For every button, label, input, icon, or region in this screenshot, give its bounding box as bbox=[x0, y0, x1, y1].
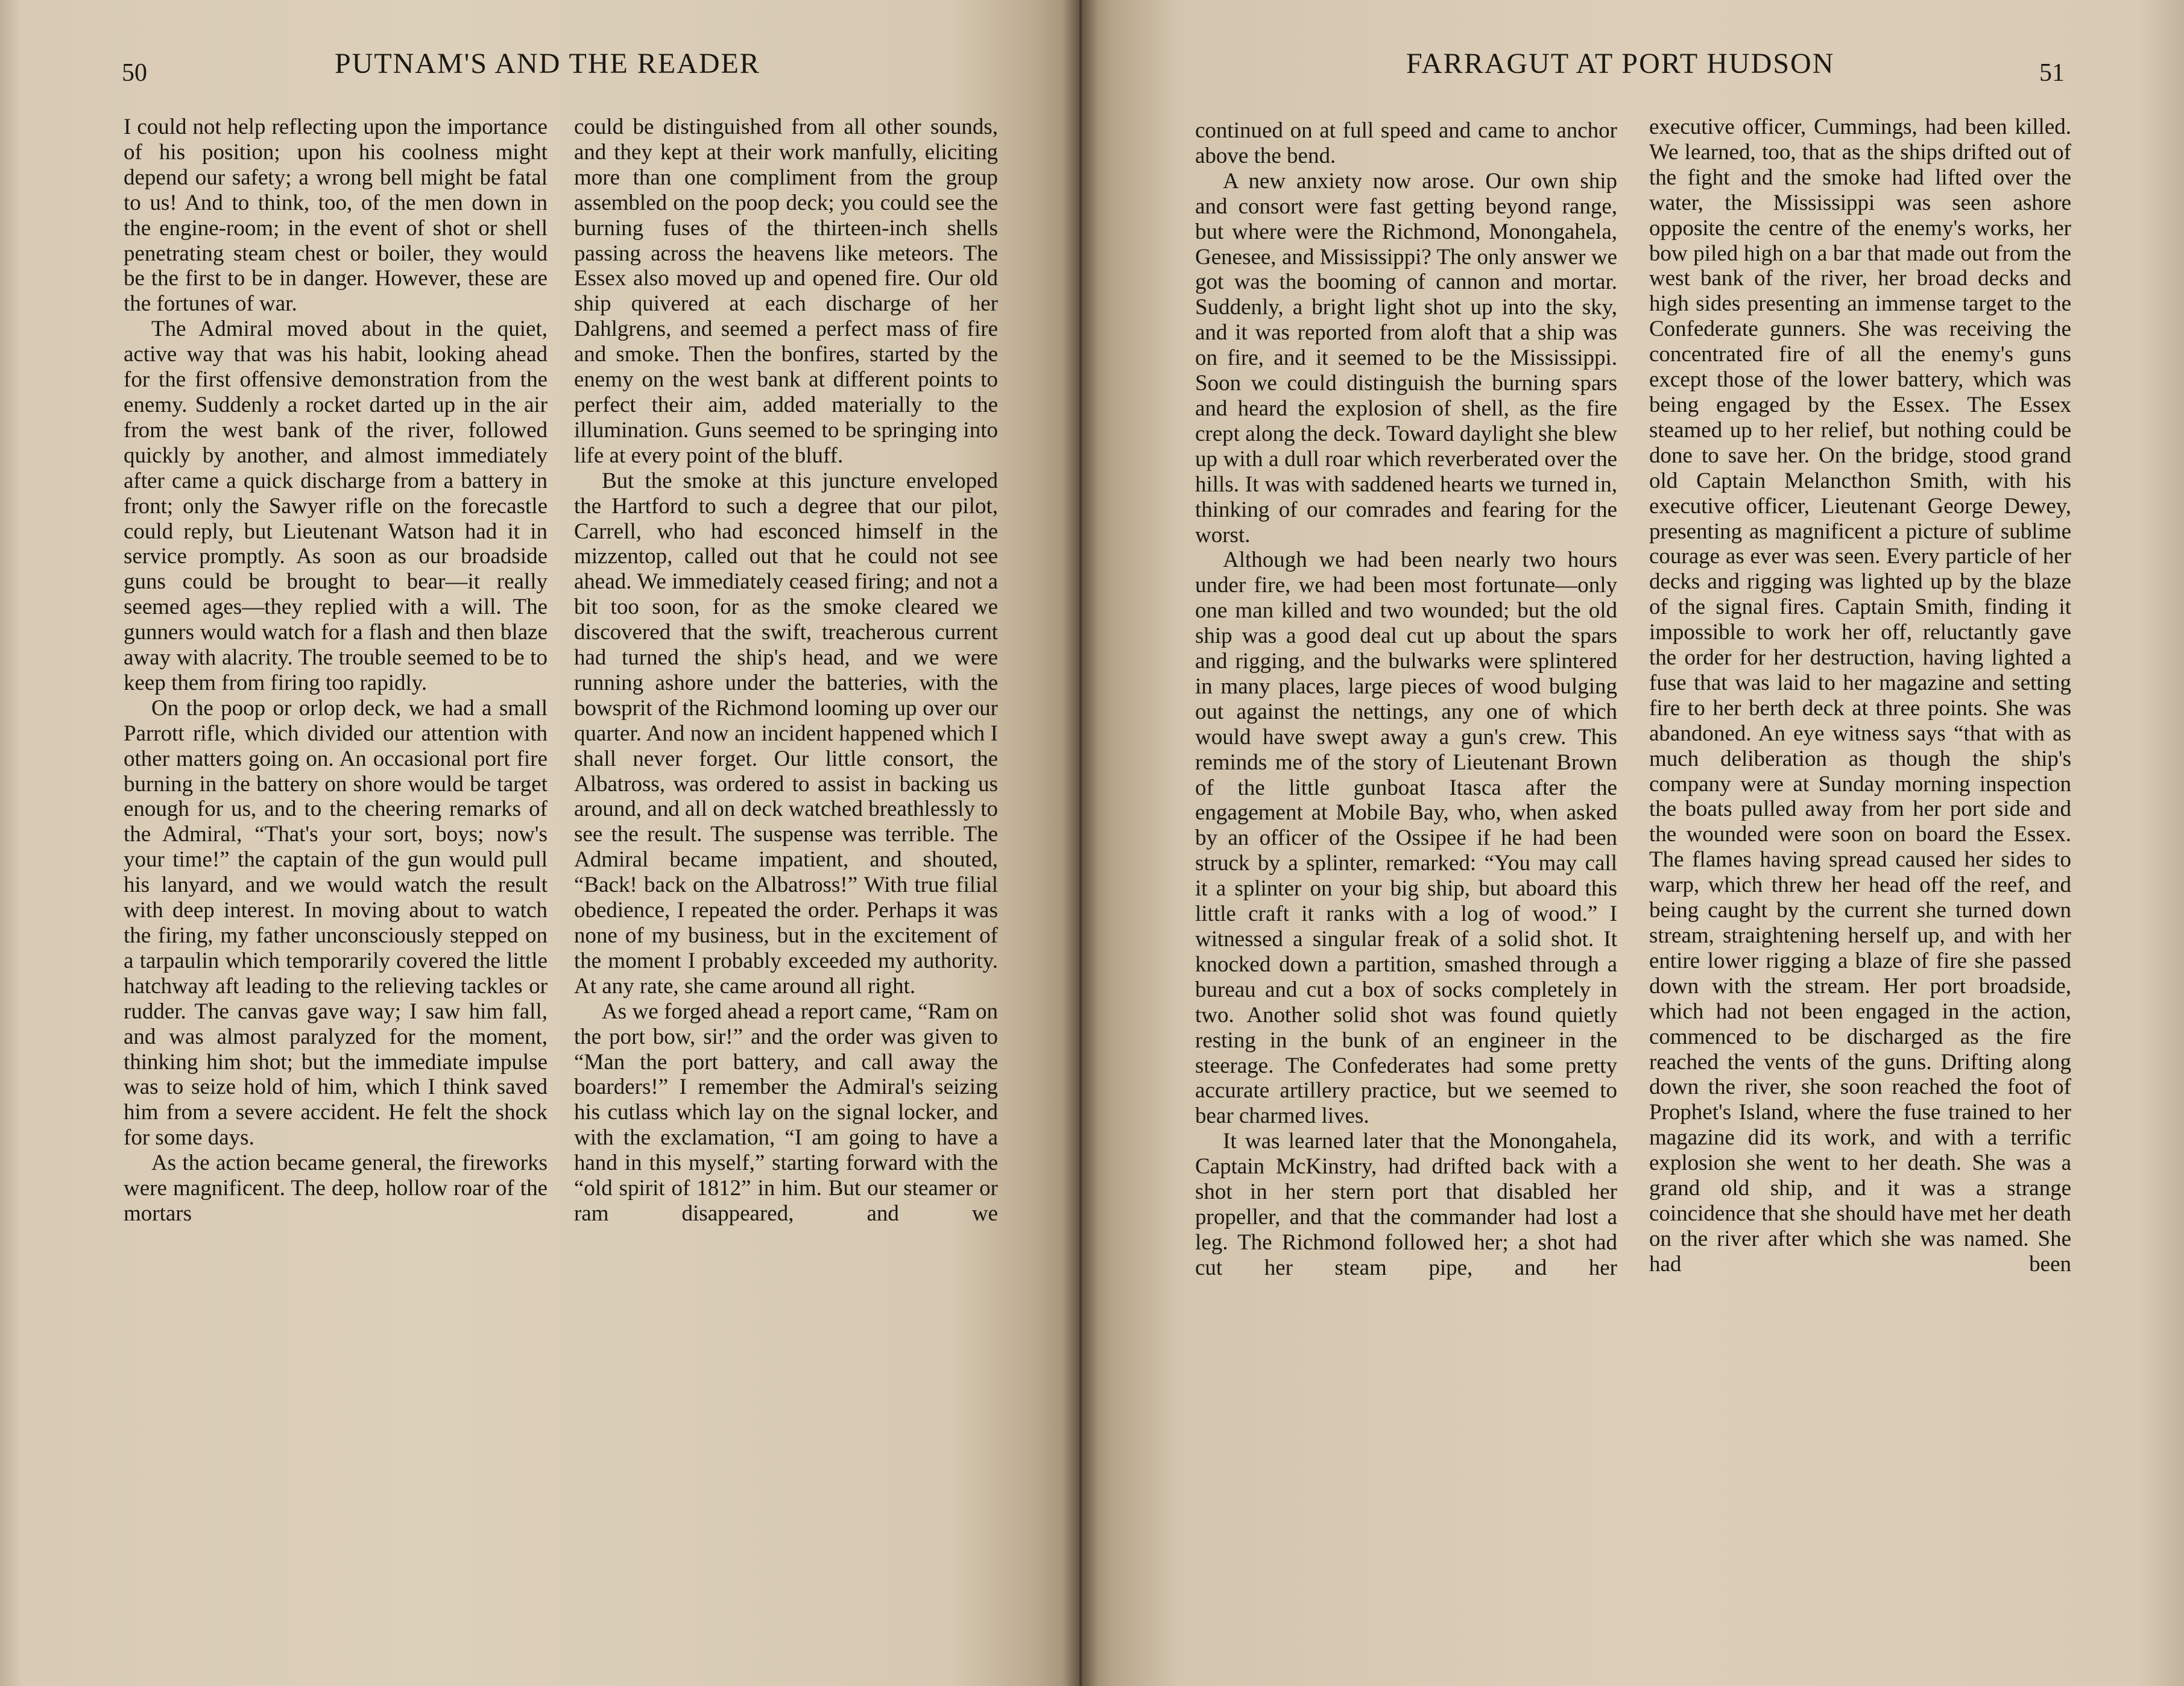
paragraph: On the poop or orlop deck, we had a small Parrott rifle, which divided our attention with other matters going on. An occasional port fire burning in the battery on shore would be target enough for us, and to the cheering remarks of the Admiral, “That's your sort, boys; now's your time!” the captain of the gun would pull his lanyard, and we would watch the result with deep interest. In moving about to watch the firing, my father unconsciously stepped on a tarpaulin which temporarily covered the little hatchway aft leading to the relieving tackles or rudder. The canvas gave way; I saw him fall, and was almost paralyzed for the moment, thinking him shot; but the immediate impulse was to seize hold of him, which I think saved him from a severe accident. He felt the shock for some days. bbox=[124, 695, 548, 1151]
paragraph: executive officer, Cummings, had been killed. We learned, too, that as the ships drifted out of the fight and the smoke had lifted over the water, the Mississippi was seen ashore opposite the centre of the enemy's works, her bow piled high on a bar that made out from the west bank of the river, her broad decks and high sides presenting an immense target to the Confederate gunners. She was receiving the concentrated fire of all the enemy's guns except those of the lower battery, which was being engaged by the Essex. The Essex steamed up to her relief, but nothing could be done to save her. On the bridge, stood grand old Captain Melancthon Smith, with his executive officer, Lieutenant George Dewey, presenting as magnificent a picture of sublime courage as ever was seen. Every particle of her decks and rigging was lighted up by the blaze of the signal fires. Captain Smith, finding it impossible to work her off, reluctantly gave the order for her destruction, having lighted a fuse that was laid to her magazine and setting fire to her berth deck at three points. She was abandoned. An eye witness says “that with as much deliberation as though the ship's company were at Sunday morning inspection the boats pulled away from her port side and the wounded were soon on board the Essex. The flames having spread caused her sides to warp, which threw her head off the reef, and being caught by the current she turned down stream, straightening herself up, and with her entire lower rigging a blaze of fire she passed down with the stream. Her port broadside, which had not been engaged in the action, commenced to be discharged as the fire reached the vents of the guns. Drifting along down the river, she soon reached the foot of Prophet's Island, where the fuse trained to her magazine did its work, and with a terrific explosion she went to her death. She was a grand old ship, and it was a strange coincidence that she should have met her death on the river after which she was named. She had been bbox=[1649, 115, 2071, 1277]
paragraph: The Admiral moved about in the quiet, active way that was his habit, looking ahead for the first offensive demonstration from the enemy. Suddenly a rocket darted up in the air from the west bank of the river, followed quickly by another, and almost immediately after came a quick discharge from a battery in front; only the Sawyer rifle on the forecastle could reply, but Lieutenant Watson had it in service promptly. As soon as our broadside guns could be brought to bear—it really seemed ages—they replied with a will. The gunners would watch for a flash and then blaze away with alacrity. The trouble seemed to be to keep them from firing too rapidly. bbox=[124, 317, 548, 695]
page-number-right: 51 bbox=[2039, 59, 2065, 87]
page-number-left: 50 bbox=[122, 59, 147, 87]
left-page-column-2 bbox=[574, 115, 998, 1227]
left-page bbox=[0, 0, 1079, 1686]
left-page-column-1 bbox=[124, 115, 548, 1227]
paragraph: A new anxiety now arose. Our own ship and consort were fast getting beyond range, but where were the Richmond, Monongahela, Genesee, and Mississippi? The only answer we got was the booming of cannon and mortar. Suddenly, a bright light shot up into the sky, and it was reported from aloft that a ship was on fire, and it seemed to be the Mississippi. Soon we could distinguish the burning spars and heard the explosion of shell, as the fire crept along the deck. Toward daylight she blew up with a dull roar which reverberated over the hills. It was with saddened hearts we turned in, thinking of our comrades and fearing for the worst. bbox=[1195, 168, 1617, 548]
right-page-column-2 bbox=[1649, 115, 2071, 1277]
running-head-right: FARRAGUT AT PORT HUDSON bbox=[1406, 48, 1835, 80]
paragraph: I could not help reflecting upon the importance of his position; upon his coolness might depend our safety; a wrong bell might be fatal to us! And to think, too, of the men down in the engine-room; in the event of shot or shell penetrating steam chest or boiler, they would be the first to be in danger. However, these are the fortunes of war. bbox=[124, 115, 548, 317]
right-page bbox=[1079, 0, 2184, 1686]
running-head-left: PUTNAM'S AND THE READER bbox=[335, 48, 760, 80]
paragraph: continued on at full speed and came to anchor above the bend. bbox=[1195, 118, 1617, 168]
paragraph: could be distinguished from all other sounds, and they kept at their work manfully, eliciting more than one compliment from the group assembled on the poop deck; you could see the burning fuses of the thirteen-inch shells passing across the heavens like meteors. The Essex also moved up and opened fire. Our old ship quivered at each discharge of her Dahlgrens, and seemed a perfect mass of fire and smoke. Then the bonfires, started by the enemy on the west bank at different points to perfect their aim, added materially to the illumination. Guns seemed to be springing into life at every point of the bluff. bbox=[574, 115, 998, 468]
book-gutter bbox=[1062, 0, 1099, 1686]
paragraph: It was learned later that the Monongahela, Captain McKinstry, had drifted back with a shot in her stern port that disabled her propeller, and that the commander had lost a leg. The Richmond followed her; a shot had cut her steam pipe, and her bbox=[1195, 1129, 1617, 1280]
paragraph: Although we had been nearly two hours under fire, we had been most fortunate—only one man killed and two wounded; but the old ship was a good deal cut up about the spars and rigging, and the bulwarks were splintered in many places, large pieces of wood bulging out against the nettings, any one of which would have swept away a gun's crew. This reminds me of the story of Lieutenant Brown of the little gunboat Itasca after the engagement at Mobile Bay, who, when asked by an officer of the Ossipee if he had been struck by a splinter, remarked: “You may call it a splinter on your big ship, but aboard this little craft it ranks with a log of wood.” I witnessed a singular freak of a solid shot. It knocked down a partition, smashed through a bureau and cut a box of socks completely in two. Another solid shot was found quietly resting in the bunk of an engineer in the steerage. The Confederates had some pretty accurate artillery practice, but we seemed to bear charmed lives. bbox=[1195, 548, 1617, 1129]
paragraph: But the smoke at this juncture enveloped the Hartford to such a degree that our pilot, Carrell, who had esconced himself in the mizzentop, called out that he could not see ahead. We immediately ceased firing; and not a bit too soon, for as the smoke cleared we discovered that the swift, treacherous current had turned the ship's head, and we were running ashore under the batteries, with the bowsprit of the Richmond looming up over our quarter. And now an incident happened which I shall never forget. Our little consort, the Albatross, was ordered to assist in backing us around, and all on deck watched breathlessly to see the result. The suspense was terrible. The Admiral became impatient, and shouted, “Back! back on the Albatross!” With true filial obedience, I repeated the order. Perhaps it was none of my business, but in the excitement of the moment I probably exceeded my authority. At any rate, she came around all right. bbox=[574, 468, 998, 999]
paragraph: As we forged ahead a report came, “Ram on the port bow, sir!” and the order was given to “Man the port battery, and call away the boarders!” I remember the Admiral's seizing his cutlass which lay on the signal locker, and with the exclamation, “I am going to have a hand in this myself,” starting forward with the “old spirit of 1812” in him. But our steamer or ram disappeared, and we bbox=[574, 999, 998, 1226]
right-page-column-1 bbox=[1195, 118, 1617, 1281]
paragraph: As the action became general, the fireworks were magnificent. The deep, hollow roar of the mortars bbox=[124, 1151, 548, 1226]
